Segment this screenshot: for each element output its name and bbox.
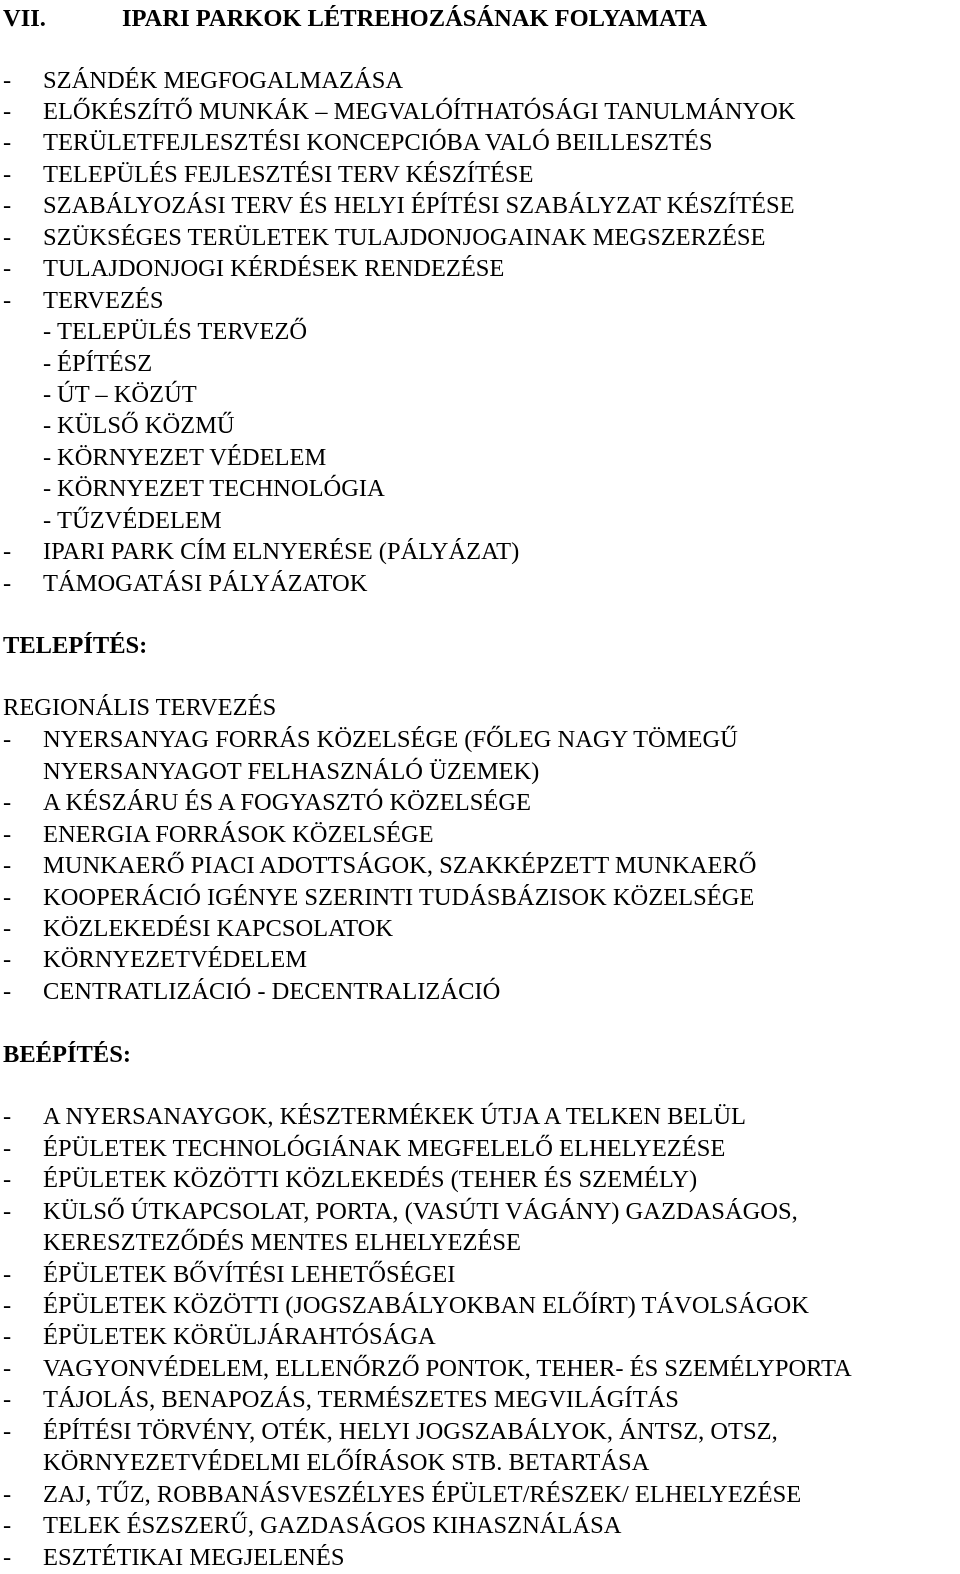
chapter-number: VII.	[3, 5, 46, 32]
section-subheading: REGIONÁLIS TERVEZÉS	[3, 694, 277, 721]
chapter-title: IPARI PARKOK LÉTREHOZÁSÁNAK FOLYAMATA	[122, 5, 708, 32]
section-heading-beepites: BEÉPÍTÉS:	[3, 1041, 131, 1068]
section-heading-telepites: TELEPÍTÉS:	[3, 632, 148, 659]
